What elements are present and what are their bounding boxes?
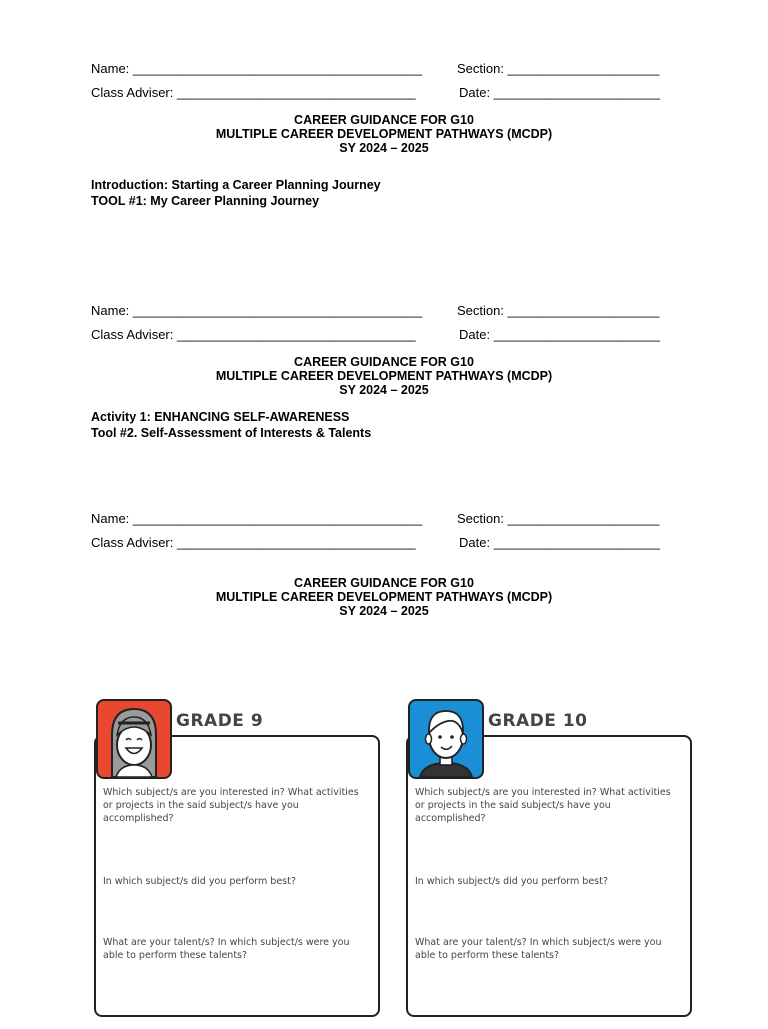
name-field[interactable]: Name: ________________________________________ bbox=[91, 61, 423, 76]
heading-line-1: CAREER GUIDANCE FOR G10 bbox=[294, 576, 474, 590]
tool-title: Tool #2. Self-Assessment of Interests & Talents bbox=[91, 426, 372, 440]
heading-line-2: MULTIPLE CAREER DEVELOPMENT PATHWAYS (MCDP) bbox=[215, 369, 553, 383]
grade-9-avatar bbox=[96, 699, 172, 779]
best-subject-question: In which subject/s did you perform best? bbox=[415, 876, 608, 887]
heading-line-3: SY 2024 – 2025 bbox=[339, 604, 429, 618]
talents-question: What are your talent/s? In which subject/s were you able to perform these talents? bbox=[103, 937, 350, 961]
class-adviser-field[interactable]: Class Adviser: _________________________________ bbox=[91, 85, 416, 100]
heading-line-1: CAREER GUIDANCE FOR G10 bbox=[294, 113, 474, 127]
student-girl-icon bbox=[98, 701, 170, 777]
student-boy-icon bbox=[410, 701, 482, 777]
name-field[interactable]: Name: ________________________________________ bbox=[91, 511, 423, 526]
heading-line-1: CAREER GUIDANCE FOR G10 bbox=[294, 355, 474, 369]
grade-10-title: GRADE 10 bbox=[488, 711, 588, 731]
heading-line-3: SY 2024 – 2025 bbox=[339, 141, 429, 155]
section-field[interactable]: Section: _____________________ bbox=[457, 303, 660, 318]
best-subject-question: In which subject/s did you perform best? bbox=[103, 876, 296, 887]
intro-title: Introduction: Starting a Career Planning Journey bbox=[91, 178, 381, 192]
name-field[interactable]: Name: ________________________________________ bbox=[91, 303, 423, 318]
talents-question: What are your talent/s? In which subject/s were you able to perform these talents? bbox=[415, 937, 662, 961]
date-field[interactable]: Date: _______________________ bbox=[459, 535, 660, 550]
grade-9-card bbox=[94, 699, 394, 1029]
class-adviser-field[interactable]: Class Adviser: _________________________________ bbox=[91, 327, 416, 342]
interests-question: Which subject/s are you interested in? What activities or projects in the said subject/s have you accomplished? bbox=[103, 787, 359, 824]
heading-line-2: MULTIPLE CAREER DEVELOPMENT PATHWAYS (MCDP) bbox=[215, 127, 553, 141]
heading-line-2: MULTIPLE CAREER DEVELOPMENT PATHWAYS (MCDP) bbox=[215, 590, 553, 604]
grade-10-avatar bbox=[408, 699, 484, 779]
date-field[interactable]: Date: _______________________ bbox=[459, 85, 660, 100]
date-field[interactable]: Date: _______________________ bbox=[459, 327, 660, 342]
class-adviser-field[interactable]: Class Adviser: _________________________________ bbox=[91, 535, 416, 550]
grade-9-title: GRADE 9 bbox=[176, 711, 264, 731]
section-field[interactable]: Section: _____________________ bbox=[457, 61, 660, 76]
tool-title: TOOL #1: My Career Planning Journey bbox=[91, 194, 320, 208]
heading-line-3: SY 2024 – 2025 bbox=[339, 383, 429, 397]
section-field[interactable]: Section: _____________________ bbox=[457, 511, 660, 526]
activity-title: Activity 1: ENHANCING SELF-AWARENESS bbox=[91, 410, 350, 424]
grade-10-card bbox=[406, 699, 706, 1029]
interests-question: Which subject/s are you interested in? What activities or projects in the said subject/s have you accomplished? bbox=[415, 787, 671, 824]
